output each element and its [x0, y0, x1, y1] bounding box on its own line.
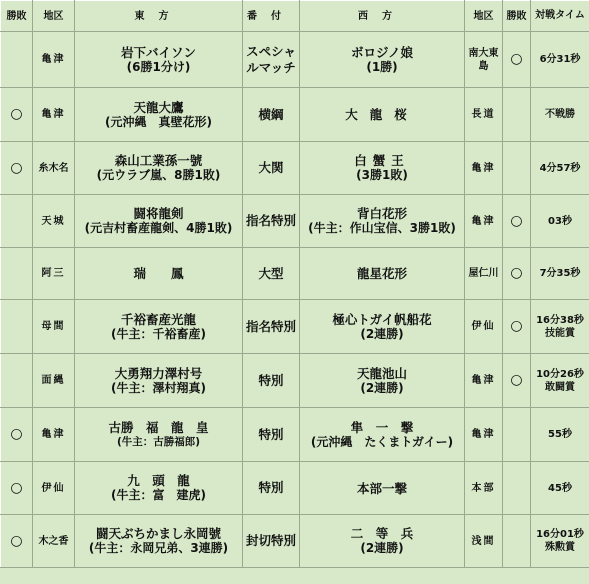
west-sub: (3勝1敗) [356, 168, 408, 182]
time-value: 16分38秒 [536, 314, 584, 326]
rank: スペシャルマッチ [243, 32, 300, 88]
west-name: 本部一撃 [356, 480, 407, 496]
area-left: 母間 [33, 300, 75, 354]
header-row [1, 1, 589, 32]
result-left [1, 248, 33, 300]
table-row [1, 32, 589, 88]
area-right: 亀津 [465, 354, 503, 408]
time-value: 55秒 [548, 429, 572, 440]
area-left: 阿三 [33, 248, 75, 300]
award-label: 敢闘賞 [545, 381, 575, 393]
header-area-right: 地区 [465, 1, 503, 32]
west-name: 隼 一 撃 [350, 419, 414, 435]
rank: 大関 [243, 142, 300, 195]
result-left: ○ [1, 462, 33, 515]
header-area-left: 地区 [33, 1, 75, 32]
east-name: 大勇翔力澤村号 [114, 365, 203, 381]
time-value: 03秒 [548, 215, 572, 227]
header-result-left: 勝敗 [1, 1, 33, 32]
time-value: 不戦勝 [545, 109, 575, 120]
area-right: 亀津 [465, 408, 503, 462]
table-row [1, 462, 589, 515]
rank: 横綱 [243, 88, 300, 142]
west-sub: (2連勝) [360, 541, 404, 555]
header-west: 西方 [300, 1, 465, 32]
west-name: 白蟹王 [354, 153, 410, 168]
east-cell [75, 300, 243, 354]
east-sub: (牛主：永岡兄弟、3連勝) [88, 541, 229, 555]
east-name: 九 頭 龍 [127, 473, 190, 488]
area-right: 南大東島 [465, 32, 503, 88]
west-name: 天龍池山 [356, 365, 407, 381]
east-sub: (牛主：澤村翔真) [111, 380, 206, 395]
east-cell [75, 195, 243, 248]
result-left: ○ [1, 408, 33, 462]
result-right: ○ [503, 248, 531, 300]
east-sub: (牛主：古勝福郎) [116, 435, 201, 448]
area-right: 長道 [465, 88, 503, 142]
east-name: 岩下バイソン [120, 44, 196, 60]
east-name: 古勝 福 龍 皇 [108, 419, 209, 435]
area-right: 伊仙 [465, 300, 503, 354]
west-name: ボロジノ娘 [350, 44, 413, 60]
area-left: 亀津 [33, 408, 75, 462]
area-left: 亀津 [33, 88, 75, 142]
result-left [1, 195, 33, 248]
west-sub: (元沖縄 たくまトガイー) [310, 434, 454, 449]
west-cell [300, 195, 465, 248]
match-time [531, 142, 589, 195]
area-left: 木之香 [33, 515, 75, 568]
table-row [1, 248, 589, 300]
table-row [1, 515, 589, 568]
award-label: 殊勲賞 [545, 542, 575, 553]
east-name: 千裕畜産光龍 [120, 311, 196, 327]
west-cell [300, 300, 465, 354]
table-row [1, 300, 589, 354]
result-left [1, 354, 33, 408]
award-label: 技能賞 [545, 327, 575, 339]
area-left: 伊仙 [33, 462, 75, 515]
rank: 封切特別 [243, 515, 300, 568]
west-cell [300, 142, 465, 195]
west-cell [300, 248, 465, 300]
match-time [531, 88, 589, 142]
west-name: 大龍桜 [345, 107, 419, 122]
rank: 特別 [243, 408, 300, 462]
west-sub: (2連勝) [360, 326, 404, 341]
west-name: 龍星花形 [356, 266, 407, 281]
match-time [531, 462, 589, 515]
east-cell [75, 515, 243, 568]
result-left: ○ [1, 142, 33, 195]
east-sub: (元吉村畜産龍剣、4勝1敗) [84, 221, 233, 235]
rank: 指名特別 [243, 195, 300, 248]
rank: 大型 [243, 248, 300, 300]
match-time [531, 300, 589, 354]
west-name: 二 等 兵 [350, 526, 414, 541]
time-value: 10分26秒 [536, 368, 584, 380]
result-left [1, 300, 33, 354]
east-cell [75, 32, 243, 88]
west-sub: (牛主：作山宝信、3勝1敗) [308, 221, 456, 235]
table-row [1, 408, 589, 462]
west-cell [300, 354, 465, 408]
result-right: ○ [503, 32, 531, 88]
area-left: 面縄 [33, 354, 75, 408]
result-right [503, 88, 531, 142]
area-right: 本部 [465, 462, 503, 515]
match-time [531, 515, 589, 568]
east-sub: (6勝1分け) [126, 59, 191, 74]
east-cell [75, 248, 243, 300]
area-left: 糸木名 [33, 142, 75, 195]
header-rank: 番付 [243, 1, 300, 32]
time-value: 7分35秒 [539, 268, 581, 279]
rank: 特別 [243, 462, 300, 515]
east-name: 天龍大鷹 [133, 99, 184, 115]
area-right: 亀津 [465, 142, 503, 195]
east-sub: (牛主：千裕畜産) [111, 326, 206, 341]
time-value: 45秒 [548, 482, 572, 494]
area-right: 亀津 [465, 195, 503, 248]
result-right: ○ [503, 300, 531, 354]
result-left: ○ [1, 88, 33, 142]
result-right [503, 408, 531, 462]
match-time [531, 248, 589, 300]
east-cell [75, 462, 243, 515]
area-right: 浅間 [465, 515, 503, 568]
match-time [531, 408, 589, 462]
west-cell [300, 32, 465, 88]
west-cell [300, 515, 465, 568]
east-sub: (元沖縄 真壁花形) [105, 114, 212, 129]
area-right: 屋仁川 [465, 248, 503, 300]
header-result-right: 勝敗 [503, 1, 531, 32]
header-time: 対戦タイム [531, 1, 589, 32]
result-right [503, 515, 531, 568]
table-row [1, 88, 589, 142]
time-value: 16分01秒 [536, 529, 584, 540]
table-row [1, 142, 589, 195]
west-name: 極心トガイ帆船花 [332, 311, 432, 327]
west-cell [300, 462, 465, 515]
header-east: 東方 [75, 1, 243, 32]
match-time [531, 354, 589, 408]
rank: 特別 [243, 354, 300, 408]
east-name: 闘天ぶちかまし永岡號 [95, 526, 221, 541]
west-sub: (1勝) [366, 59, 398, 74]
west-name: 背白花形 [356, 206, 407, 221]
east-name: 闘将龍剣 [133, 206, 184, 221]
table-row [1, 195, 589, 248]
time-value: 4分57秒 [539, 162, 581, 174]
west-sub: (2連勝) [360, 380, 404, 395]
match-time [531, 32, 589, 88]
result-right: ○ [503, 354, 531, 408]
east-sub: (元ウラブ嵐、8勝1敗) [96, 168, 221, 182]
east-cell [75, 88, 243, 142]
result-left [1, 32, 33, 88]
east-cell [75, 408, 243, 462]
east-cell [75, 142, 243, 195]
table-row [1, 354, 589, 408]
east-name: 森山工業孫一號 [114, 153, 203, 168]
result-right: ○ [503, 195, 531, 248]
rank: 指名特別 [243, 300, 300, 354]
west-cell [300, 88, 465, 142]
match-time [531, 195, 589, 248]
east-sub: (牛主：富 建虎) [111, 488, 206, 502]
time-value: 6分31秒 [539, 54, 581, 65]
result-right [503, 142, 531, 195]
east-cell [75, 354, 243, 408]
area-left: 天城 [33, 195, 75, 248]
result-right [503, 462, 531, 515]
west-cell [300, 408, 465, 462]
result-left: ○ [1, 515, 33, 568]
area-left: 亀津 [33, 32, 75, 88]
east-name: 瑞 鳳 [133, 266, 184, 281]
